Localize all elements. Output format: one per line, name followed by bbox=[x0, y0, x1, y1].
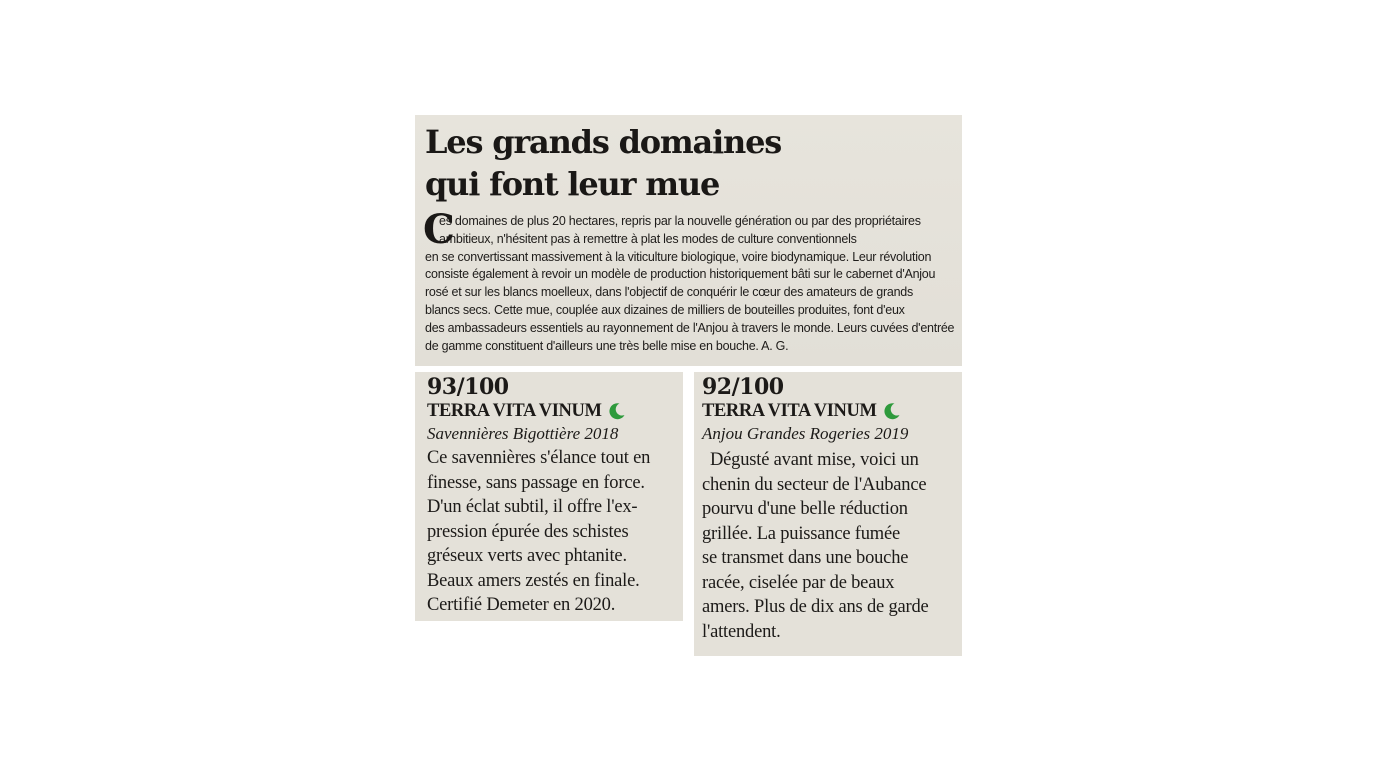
review-line: pourvu d'une belle réduction bbox=[702, 499, 908, 519]
review-line: Dégusté avant mise, voici un bbox=[710, 450, 919, 470]
review-line: Beaux amers zestés en finale. bbox=[427, 570, 640, 591]
producer-row bbox=[702, 400, 952, 422]
review-line: Certifié Demeter en 2020. bbox=[427, 595, 616, 615]
article-line: consiste également à revoir un modèle de production historiquement bâti sur le cabernet d'Anjou bbox=[425, 267, 936, 282]
wine-review-card bbox=[415, 372, 683, 621]
review-line: se transmet dans une bouche bbox=[702, 548, 909, 568]
review-line: D'un éclat subtil, il offre l'ex- bbox=[427, 497, 638, 517]
article-line: es domaines de plus 20 hectares, repris par la nouvelle génération ou par des propriétaires bbox=[439, 214, 921, 228]
article-intro-panel bbox=[415, 115, 962, 366]
article-body bbox=[423, 206, 955, 355]
review-score: 92/100 bbox=[702, 374, 784, 400]
review-line: Ce savennières s'élance tout en bbox=[427, 448, 651, 468]
article-line: blancs secs. Cette mue, couplée aux dizaines de milliers de bouteilles produites, font d'eux bbox=[425, 302, 905, 317]
article-line: ambitieux, n'hésitent pas à remettre à plat les modes de culture conventionnels bbox=[439, 231, 857, 246]
headline-line-1: Les grands domaines bbox=[425, 123, 782, 161]
article-headline bbox=[425, 121, 950, 205]
article-line: de gamme constituent d'ailleurs une très belle mise en bouche. A. G. bbox=[425, 338, 789, 353]
crescent-moon-icon bbox=[606, 401, 626, 421]
producer-name: TERRA VITA VINUM bbox=[702, 401, 877, 421]
crescent-moon-icon bbox=[881, 401, 901, 421]
review-text bbox=[427, 446, 673, 618]
review-score: 93/100 bbox=[427, 374, 509, 400]
cuvee-name: Anjou Grandes Rogeries 2019 bbox=[702, 424, 909, 443]
review-line: l'attendent. bbox=[702, 621, 781, 642]
article-line: des ambassadeurs essentiels au rayonnement de l'Anjou à travers le monde. Leurs cuvées d'entrée bbox=[425, 320, 955, 335]
review-line: racée, ciselée par de beaux bbox=[702, 572, 895, 593]
cuvee-name: Savennières Bigottière 2018 bbox=[427, 424, 619, 443]
review-line: pression épurée des schistes bbox=[427, 521, 629, 542]
review-text bbox=[702, 448, 952, 644]
review-line: grillée. La puissance fumée bbox=[702, 523, 901, 544]
drop-cap: C bbox=[423, 206, 455, 253]
article-line: rosé et sur les blancs moelleux, dans l'objectif de conquérir le cœur des amateurs de grands bbox=[425, 285, 913, 300]
review-line: chenin du secteur de l'Aubance bbox=[702, 474, 927, 495]
producer-name: TERRA VITA VINUM bbox=[427, 401, 602, 421]
wine-review-card bbox=[694, 372, 962, 656]
article-line: en se convertissant massivement à la viticulture biologique, voire biodynamique. Leur révolution bbox=[425, 249, 932, 264]
review-line: gréseux verts avec phtanite. bbox=[427, 546, 627, 566]
review-line: amers. Plus de dix ans de garde bbox=[702, 597, 929, 617]
producer-row bbox=[427, 400, 673, 422]
review-line: finesse, sans passage en force. bbox=[427, 472, 645, 493]
headline-line-2: qui font leur mue bbox=[425, 165, 720, 203]
